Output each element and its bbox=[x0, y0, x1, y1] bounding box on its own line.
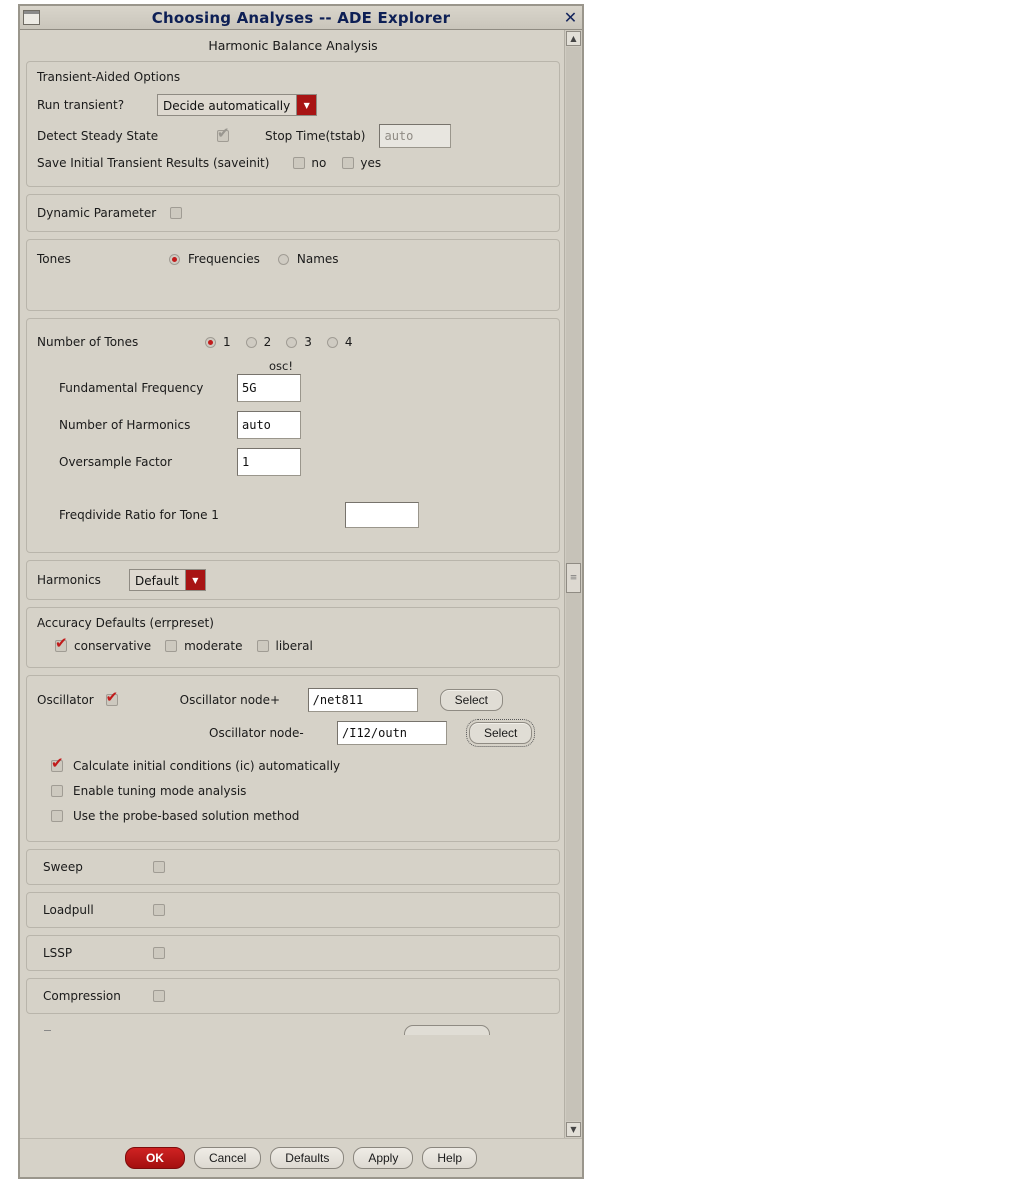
cancel-button[interactable]: Cancel bbox=[194, 1147, 261, 1169]
run-transient-label: Run transient? bbox=[37, 98, 125, 112]
harmonics-panel bbox=[26, 560, 560, 600]
scrollbar-track[interactable] bbox=[566, 47, 581, 1121]
saveinit-no-checkbox[interactable] bbox=[293, 157, 305, 169]
analysis-form bbox=[20, 30, 564, 1138]
tone-count-label-3: 3 bbox=[304, 335, 312, 349]
next-section-partial bbox=[26, 1021, 560, 1035]
dynamic-parameter-label: Dynamic Parameter bbox=[37, 206, 157, 220]
tones-frequencies-radio[interactable] bbox=[169, 254, 180, 265]
defaults-button[interactable]: Defaults bbox=[270, 1147, 344, 1169]
oscillator-node-minus-select-button[interactable]: Select bbox=[469, 722, 532, 744]
tone-count-radio-4[interactable] bbox=[327, 337, 338, 348]
partial-button[interactable] bbox=[404, 1025, 490, 1035]
scroll-down-icon[interactable]: ▼ bbox=[566, 1122, 581, 1137]
sweep-label: Sweep bbox=[43, 860, 83, 874]
tuning-mode-checkbox[interactable] bbox=[51, 785, 63, 797]
harmonics-dropdown[interactable] bbox=[129, 569, 206, 591]
accuracy-liberal-checkbox[interactable] bbox=[257, 640, 269, 652]
accuracy-conservative-checkbox[interactable] bbox=[55, 640, 67, 652]
tone-count-radio-3[interactable] bbox=[286, 337, 297, 348]
loadpull-panel bbox=[26, 892, 560, 928]
oscillator-node-plus-select-button[interactable]: Select bbox=[440, 689, 503, 711]
chevron-down-icon[interactable]: ▼ bbox=[296, 95, 316, 115]
scrollbar-thumb[interactable]: ≡ bbox=[566, 563, 581, 593]
harmonics-label: Harmonics bbox=[37, 573, 101, 587]
run-transient-value: Decide automatically bbox=[158, 95, 296, 115]
number-of-tones-panel bbox=[26, 318, 560, 553]
accuracy-group-label: Accuracy Defaults (errpreset) bbox=[37, 616, 214, 630]
calculate-ic-checkbox[interactable] bbox=[51, 760, 63, 772]
accuracy-defaults-panel bbox=[26, 607, 560, 668]
accuracy-moderate-label: moderate bbox=[184, 639, 243, 653]
accuracy-conservative-label: conservative bbox=[74, 639, 152, 653]
sweep-panel bbox=[26, 849, 560, 885]
tone-count-label-4: 4 bbox=[344, 335, 353, 349]
freqdivide-ratio-label: Freqdivide Ratio for Tone 1 bbox=[59, 508, 219, 522]
tone-count-label-2: 2 bbox=[263, 335, 272, 349]
sweep-checkbox[interactable] bbox=[153, 861, 165, 873]
probe-based-checkbox[interactable] bbox=[51, 810, 63, 822]
oscillator-node-plus-input[interactable] bbox=[308, 688, 418, 712]
oscillator-checkbox[interactable] bbox=[106, 694, 118, 706]
apply-button[interactable]: Apply bbox=[353, 1147, 413, 1169]
tones-panel bbox=[26, 239, 560, 311]
number-of-harmonics-label: Number of Harmonics bbox=[59, 418, 191, 432]
stop-time-label: Stop Time(tstab) bbox=[265, 129, 366, 143]
choosing-analyses-window bbox=[18, 4, 584, 1179]
oscillator-panel bbox=[26, 675, 560, 842]
oversample-factor-input[interactable] bbox=[237, 448, 301, 476]
loadpull-checkbox[interactable] bbox=[153, 904, 165, 916]
accuracy-liberal-label: liberal bbox=[275, 639, 313, 653]
oscillator-label: Oscillator bbox=[37, 693, 94, 707]
tone-count-label-1: 1 bbox=[223, 335, 231, 349]
lssp-label: LSSP bbox=[43, 946, 73, 960]
vertical-scrollbar[interactable] bbox=[564, 30, 582, 1138]
detect-steady-state-checkbox bbox=[217, 130, 229, 142]
tones-names-label: Names bbox=[296, 252, 339, 266]
tone-count-radio-2[interactable] bbox=[246, 337, 257, 348]
loadpull-label: Loadpull bbox=[43, 903, 94, 917]
window-menu-icon[interactable] bbox=[23, 10, 40, 25]
page-title: Harmonic Balance Analysis bbox=[208, 38, 378, 53]
accuracy-moderate-checkbox[interactable] bbox=[165, 640, 177, 652]
detect-steady-state-label: Detect Steady State bbox=[37, 129, 159, 143]
saveinit-yes-checkbox[interactable] bbox=[342, 157, 354, 169]
tuning-mode-label: Enable tuning mode analysis bbox=[73, 784, 247, 798]
oscillator-node-plus-label: Oscillator node+ bbox=[179, 693, 281, 707]
run-transient-dropdown[interactable] bbox=[157, 94, 317, 116]
lssp-checkbox[interactable] bbox=[153, 947, 165, 959]
help-button[interactable]: Help bbox=[422, 1147, 477, 1169]
chevron-down-icon[interactable]: ▼ bbox=[185, 570, 205, 590]
transient-group-label: Transient-Aided Options bbox=[37, 70, 181, 84]
harmonics-value: Default bbox=[130, 570, 185, 590]
freqdivide-ratio-input[interactable] bbox=[345, 502, 419, 528]
stop-time-input[interactable] bbox=[379, 124, 451, 148]
dialog-button-bar bbox=[20, 1138, 582, 1177]
saveinit-no-label: no bbox=[311, 156, 327, 170]
oscillator-node-minus-input[interactable] bbox=[337, 721, 447, 745]
calculate-ic-label: Calculate initial conditions (ic) automatically bbox=[73, 759, 341, 773]
oversample-factor-label: Oversample Factor bbox=[59, 455, 173, 469]
close-icon[interactable]: ✕ bbox=[563, 7, 578, 27]
partial-divider bbox=[44, 1030, 51, 1031]
fundamental-frequency-label: Fundamental Frequency bbox=[59, 381, 204, 395]
ok-button[interactable]: OK bbox=[125, 1147, 185, 1169]
transient-aided-options-panel bbox=[26, 61, 560, 187]
scroll-up-icon[interactable]: ▲ bbox=[566, 31, 581, 46]
lssp-panel bbox=[26, 935, 560, 971]
saveinit-label: Save Initial Transient Results (saveinit) bbox=[37, 156, 270, 170]
tones-frequencies-label: Frequencies bbox=[188, 252, 260, 266]
number-of-harmonics-input[interactable] bbox=[237, 411, 301, 439]
compression-label: Compression bbox=[43, 989, 121, 1003]
window-body bbox=[20, 30, 582, 1138]
compression-checkbox[interactable] bbox=[153, 990, 165, 1002]
osc-marker: osc! bbox=[269, 359, 293, 373]
oscillator-node-minus-label: Oscillator node- bbox=[209, 726, 304, 740]
number-of-tones-label: Number of Tones bbox=[37, 335, 139, 349]
dynamic-parameter-panel bbox=[26, 194, 560, 232]
tones-names-radio[interactable] bbox=[278, 254, 289, 265]
tone-count-radio-1[interactable] bbox=[205, 337, 216, 348]
probe-based-label: Use the probe-based solution method bbox=[73, 809, 300, 823]
dynamic-parameter-checkbox[interactable] bbox=[170, 207, 182, 219]
compression-panel bbox=[26, 978, 560, 1014]
window-titlebar[interactable] bbox=[20, 6, 582, 30]
tones-label: Tones bbox=[37, 252, 71, 266]
fundamental-frequency-input[interactable] bbox=[237, 374, 301, 402]
window-title: Choosing Analyses -- ADE Explorer bbox=[151, 8, 451, 27]
saveinit-yes-label: yes bbox=[360, 156, 382, 170]
